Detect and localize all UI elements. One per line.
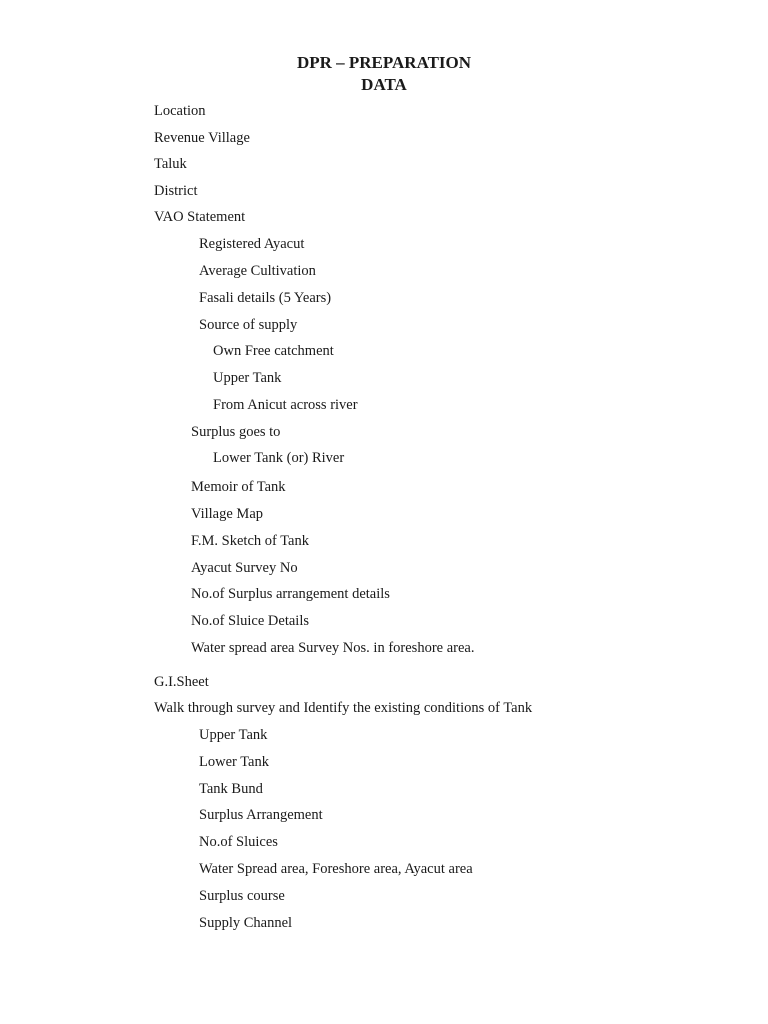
list-item-text: No.of Surplus arrangement details <box>191 586 390 602</box>
page-subtitle: DATA <box>361 75 407 94</box>
list-item-text: Own Free catchment <box>213 343 334 359</box>
list-item-text: Village Map <box>191 506 264 522</box>
list-item-text: Walk through survey and Identify the existing conditions of Tank <box>154 700 533 716</box>
list-item-text: Registered Ayacut <box>199 236 305 252</box>
list-item-text: District <box>154 183 198 199</box>
list-item-text: Surplus goes to <box>191 424 281 440</box>
list-item-text: F.M. Sketch of Tank <box>191 533 309 549</box>
list-item-text: Taluk <box>154 156 187 172</box>
list-item-text: VAO Statement <box>154 209 246 225</box>
list-item-text: No.of Sluices <box>199 834 278 850</box>
list-item-text: Surplus course <box>199 888 285 904</box>
list-item-text: Ayacut Survey No <box>191 560 298 576</box>
list-item-text: Lower Tank (or) River <box>213 450 345 466</box>
list-item-text: Memoir of Tank <box>191 479 286 495</box>
list-item-text: Tank Bund <box>199 781 263 797</box>
list-item-text: Fasali details (5 Years) <box>199 290 332 306</box>
list-item-text: Water spread area Survey Nos. in foreshore area. <box>191 640 475 656</box>
list-item-text: Location <box>154 103 206 119</box>
page-title: DPR – PREPARATION <box>296 53 472 72</box>
list-item-text: Water Spread area, Foreshore area, Ayacut area <box>199 861 473 877</box>
list-item-text: Average Cultivation <box>199 263 316 279</box>
list-item-text: G.I.Sheet <box>154 674 209 690</box>
list-item-text: From Anicut across river <box>213 397 358 413</box>
list-item-text: No.of Sluice Details <box>191 613 309 629</box>
list-item-text: Lower Tank <box>199 754 269 770</box>
list-item-text: Upper Tank <box>199 727 268 743</box>
list-item-text: Revenue Village <box>154 130 250 146</box>
list-item-text: Upper Tank <box>213 370 282 386</box>
list-item-text: Surplus Arrangement <box>199 807 323 823</box>
list-item-text: Source of supply <box>199 317 298 333</box>
list-item-text: Supply Channel <box>199 915 293 931</box>
